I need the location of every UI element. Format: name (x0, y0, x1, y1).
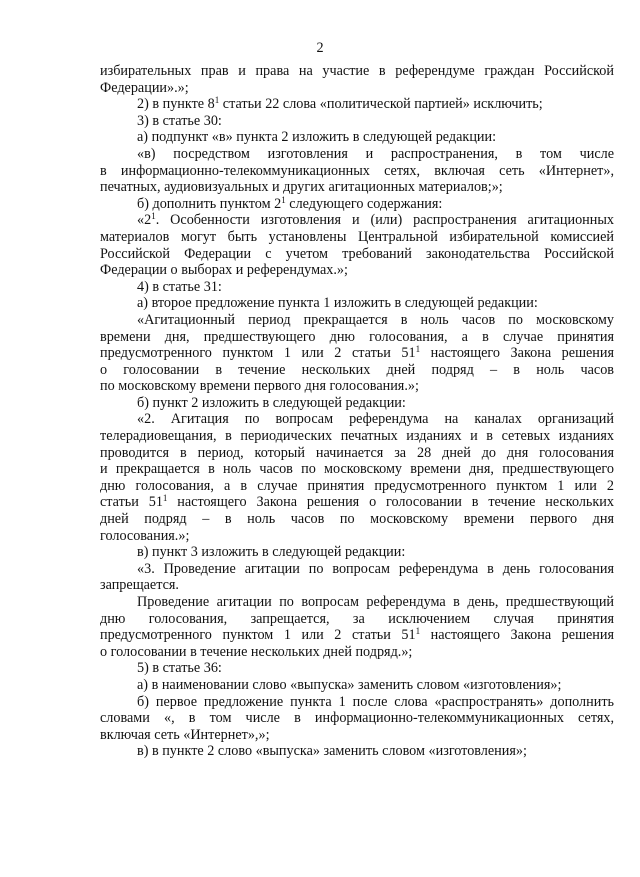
text-line (100, 528, 614, 545)
text-line (100, 395, 614, 412)
text-line (100, 229, 614, 246)
text-line (100, 96, 614, 113)
text-line (100, 362, 614, 379)
text-line (100, 644, 614, 661)
text-line (100, 445, 614, 462)
superscript: 1 (415, 626, 421, 637)
superscript: 1 (151, 211, 156, 222)
superscript: 1 (214, 95, 220, 106)
document-body (100, 63, 614, 760)
text-run: Федерации о выборах и референдумах.»; (100, 262, 348, 279)
text-line (100, 611, 614, 628)
text-run: предусмотренного пунктом 1 или 2 статьи 51 (100, 627, 416, 644)
text-run: статьи 22 слова «политической партией» исключить; (219, 96, 543, 113)
text-line (100, 179, 614, 196)
text-run: «3. Проведение агитации по вопросам референдума в день голосования (137, 560, 614, 577)
text-run: Проведение агитации по вопросам референдума в день, предшествующий (137, 594, 614, 610)
text-line (100, 63, 614, 80)
text-run: дню голосования, а в случае принятия предусмотренного пунктом 1 или 2 (100, 477, 614, 494)
text-line (100, 262, 614, 279)
text-run: а) в наименовании слово «выпуска» заменить словом «изготовления»; (137, 676, 562, 693)
text-run: «Агитационный период прекращается в ноль часов по московскому (137, 311, 614, 328)
text-run: . Особенности изготовления и (или) распространения агитационных (155, 212, 614, 229)
text-line (100, 312, 614, 329)
text-line (100, 329, 614, 346)
text-run: печатных, аудиовизуальных и других агитационных материалов;»; (100, 179, 503, 196)
text-run: в информационно-телекоммуникационных сетях, включая сеть «Интернет», (100, 162, 614, 179)
text-line (100, 461, 614, 478)
text-line (100, 494, 614, 511)
text-line (100, 478, 614, 495)
text-line (100, 727, 614, 744)
text-run: в) в пункте 2 слово «выпуска» заменить словом «изготовления»; (137, 743, 527, 760)
text-run: голосования.»; (100, 527, 190, 544)
text-run: «2 (137, 212, 152, 229)
text-run: 4) в статье 31: (137, 278, 222, 295)
text-line (100, 577, 614, 594)
text-run: дней подряд – в ноль часов по московскому времени первого дня (100, 511, 614, 528)
superscript: 1 (415, 344, 421, 355)
text-line (100, 694, 614, 711)
text-run: избирательных прав и права на участие в референдуме граждан Российской (100, 63, 614, 79)
text-run: 2) в пункте 8 (137, 96, 215, 113)
text-run: б) пункт 2 изложить в следующей редакции: (137, 394, 406, 411)
text-run: времени дня, предшествующего дню голосования, а в случае принятия (100, 328, 614, 345)
text-line (100, 129, 614, 146)
text-run: в) пункт 3 изложить в следующей редакции: (137, 544, 406, 561)
text-line (100, 279, 614, 296)
text-run: о голосовании в течение нескольких дней подряд.»; (100, 643, 413, 660)
superscript: 1 (162, 493, 168, 504)
text-line (100, 710, 614, 727)
text-run: «2. Агитация по вопросам референдума на каналах организаций (137, 411, 614, 428)
text-run: Российской Федерации с учетом требований законодательства Российской (100, 245, 614, 262)
text-run: статьи 51 (100, 494, 163, 511)
text-run: проводится в период, который начинается за 28 дней до дня голосования (100, 444, 614, 461)
text-run: запрещается. (100, 577, 179, 594)
text-line (100, 212, 614, 229)
text-line (100, 411, 614, 428)
text-line (100, 544, 614, 561)
text-run: по московскому времени первого дня голосования.»; (100, 378, 419, 395)
text-line (100, 511, 614, 528)
text-line (100, 80, 614, 97)
text-run: настоящего Закона решения (420, 627, 614, 644)
text-line (100, 677, 614, 694)
text-run: 5) в статье 36: (137, 660, 222, 677)
text-run: а) подпункт «в» пункта 2 изложить в следующей редакции: (137, 129, 497, 146)
text-line (100, 660, 614, 677)
page-number: 2 (316, 40, 324, 56)
text-run: следующего содержания: (285, 195, 443, 212)
text-run: Федерации».»; (100, 79, 189, 96)
text-run: б) первое предложение пункта 1 после слова «распространять» дополнить (137, 693, 614, 710)
text-run: «в) посредством изготовления и распространения, в том числе (137, 145, 614, 162)
text-run: настоящего Закона решения о голосовании в течение нескольких (167, 494, 614, 511)
text-line (100, 561, 614, 578)
text-run: дню голосования, запрещается, за исключением случая принятия (100, 610, 614, 627)
text-line (100, 594, 614, 611)
text-line (100, 163, 614, 180)
text-line (100, 627, 614, 644)
text-run: включая сеть «Интернет»,»; (100, 726, 270, 743)
text-line (100, 196, 614, 213)
text-run: настоящего Закона решения (420, 345, 614, 362)
text-line (100, 246, 614, 263)
text-line (100, 146, 614, 163)
text-line (100, 743, 614, 760)
text-run: и прекращается в ноль часов по московскому времени дня, предшествующего (100, 461, 614, 478)
text-run: материалов могут быть установлены Центральной избирательной комиссией (100, 228, 614, 245)
text-run: словами «, в том числе в информационно-телекоммуникационных сетях, (100, 710, 614, 727)
text-line (100, 378, 614, 395)
text-run: а) второе предложение пункта 1 изложить в следующей редакции: (137, 295, 538, 312)
text-line (100, 113, 614, 130)
text-line (100, 295, 614, 312)
text-run: предусмотренного пунктом 1 или 2 статьи 51 (100, 345, 416, 362)
text-run: 3) в статье 30: (137, 112, 222, 129)
text-run: б) дополнить пунктом 2 (137, 195, 282, 212)
text-run: о голосовании в течение нескольких дней подряд – в ноль часов (100, 361, 614, 378)
text-run: телерадиовещания, в периодических печатных изданиях и в сетевых изданиях (100, 428, 614, 445)
text-line (100, 428, 614, 445)
text-line (100, 345, 614, 362)
superscript: 1 (281, 194, 286, 205)
